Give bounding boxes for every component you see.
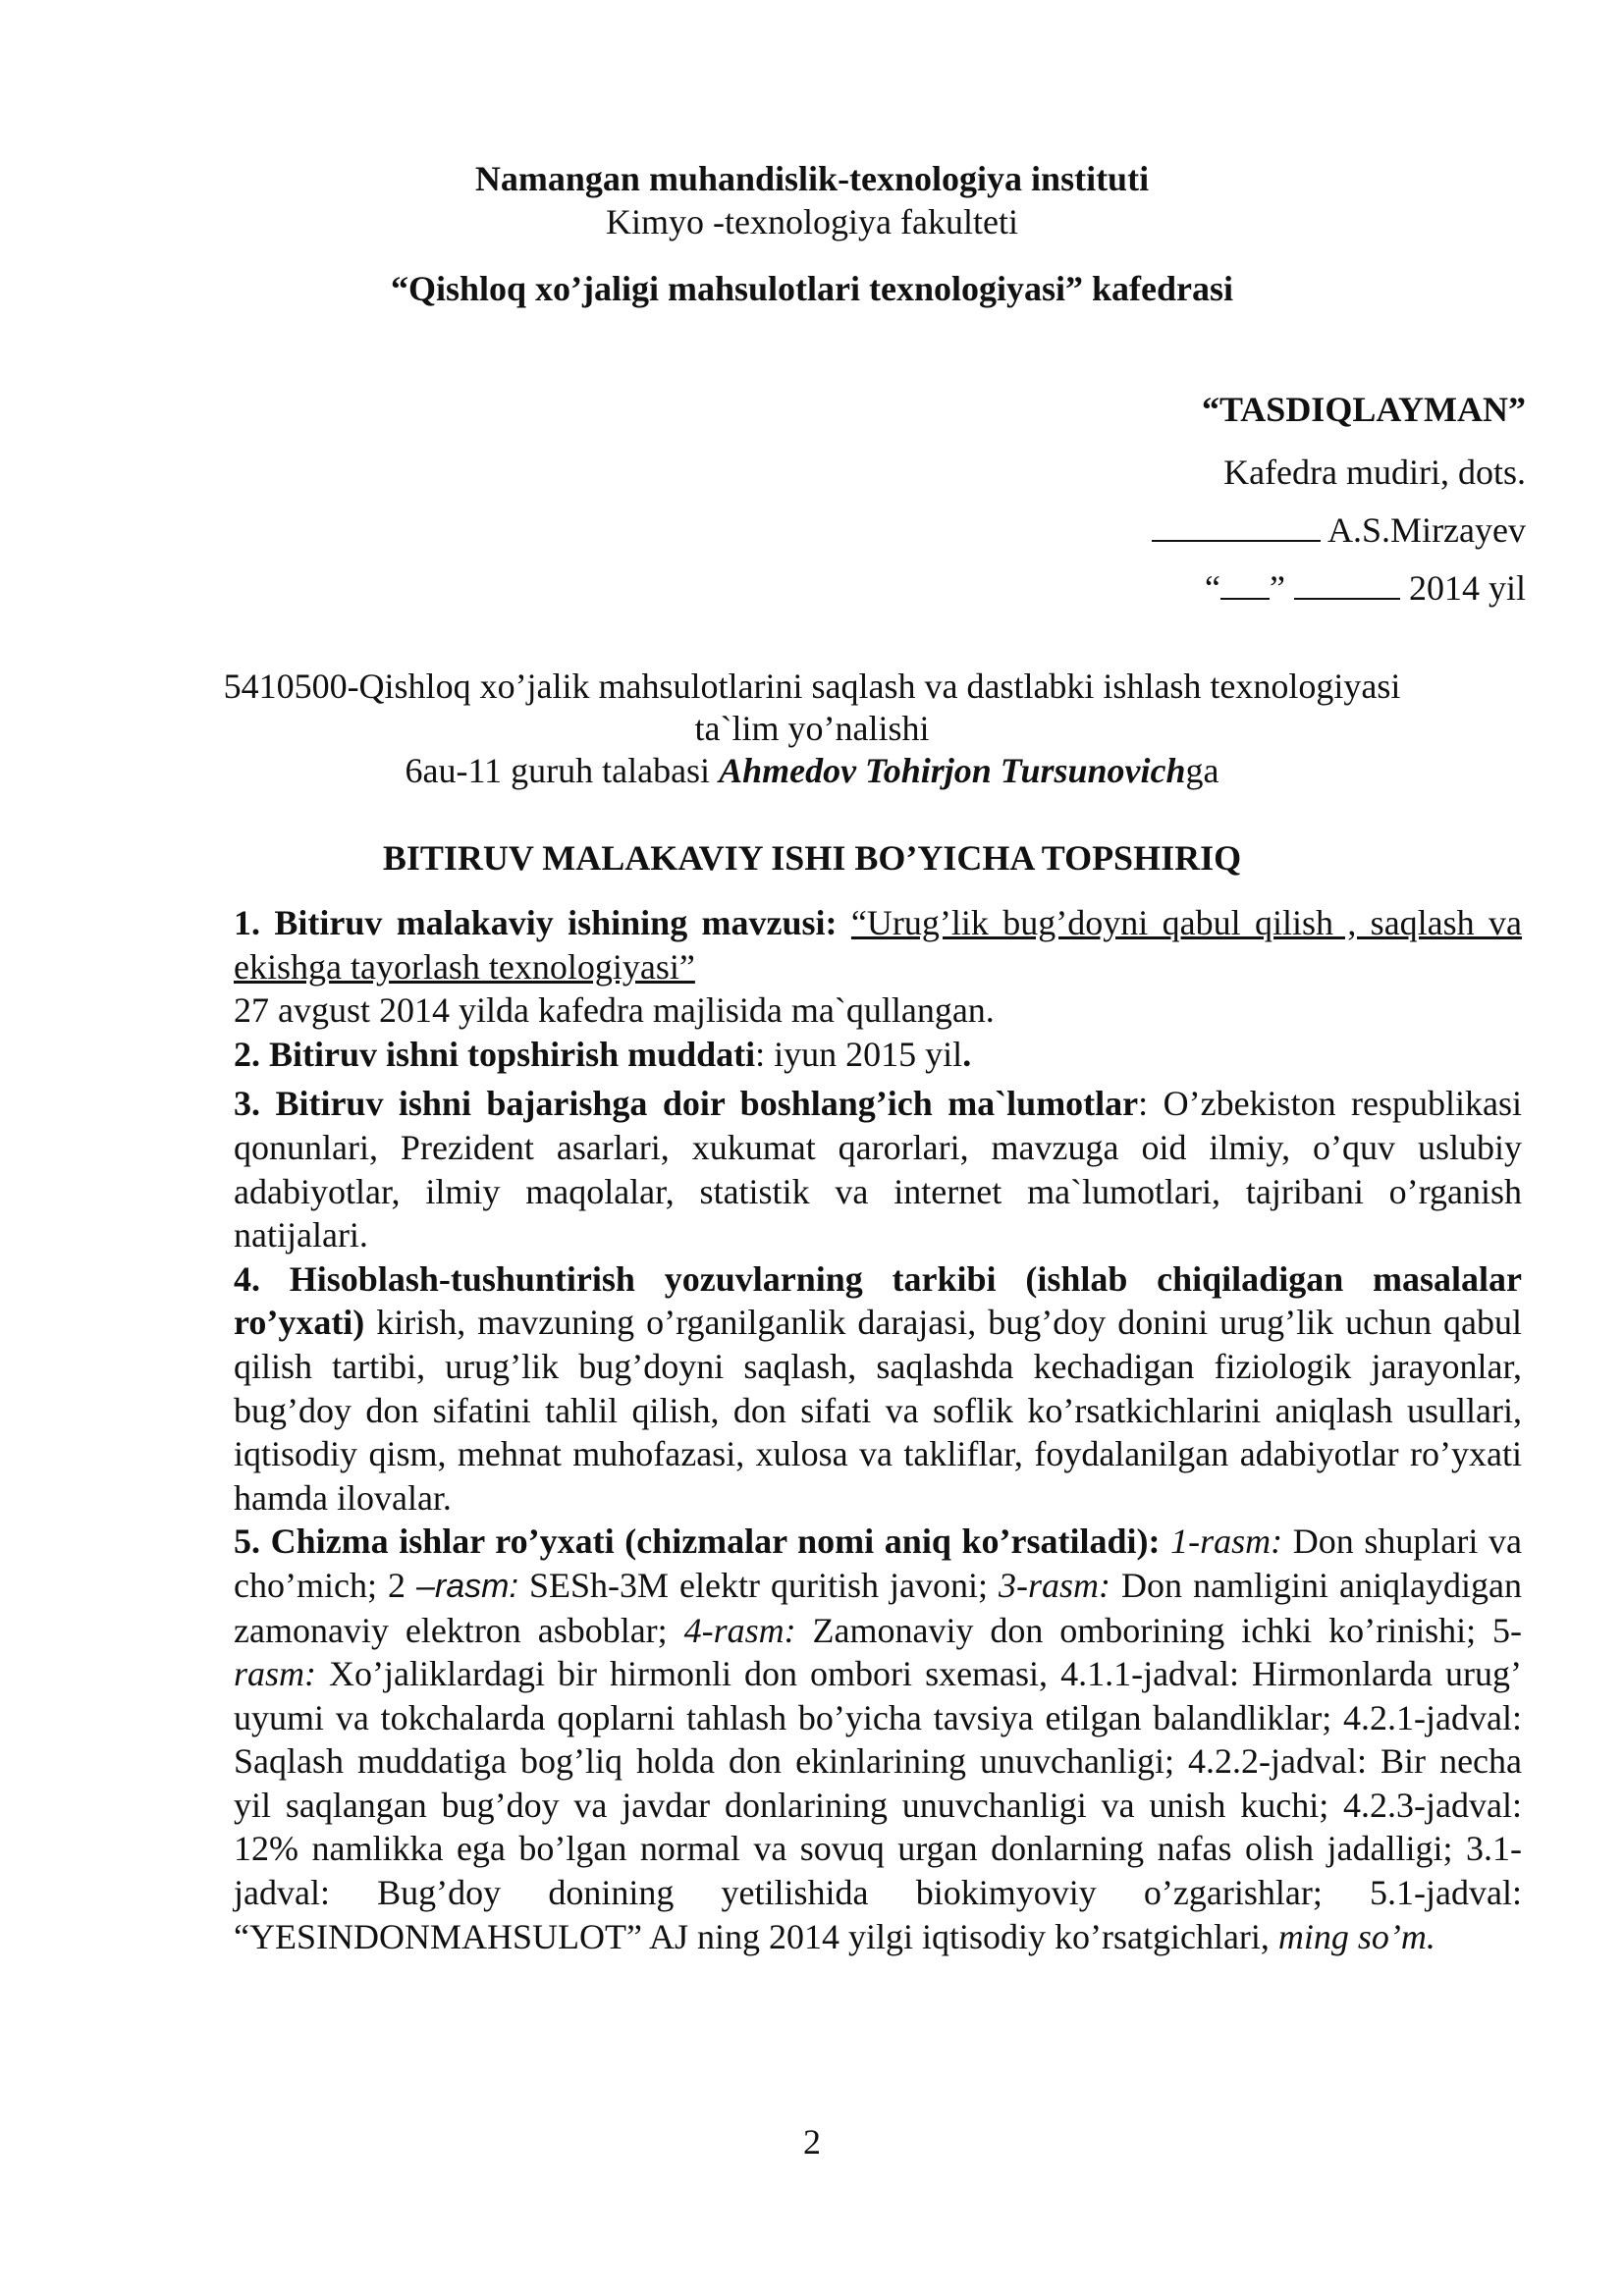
month-blank <box>1294 570 1400 600</box>
student-suffix: ga <box>1185 751 1219 790</box>
item-1-label: 1. Bitiruv malakaviy ishining mavzusi: <box>234 903 838 942</box>
fig-5-label: rasm: <box>234 1654 317 1694</box>
study-direction: 5410500-Qishloq xo’jalik mahsulotlarini saqlash va dastlabki ishlash texnologiyasi <box>223 667 1401 706</box>
unit-text: ming so’m. <box>1277 1916 1435 1956</box>
item-3-value: : O’zbekiston respublikasi qonunlari, Prezident asarlari, xukumat qarorlari, mavzuga oid ilmiy, o’quv uslubiy adabiyotlar, ilmiy maqolalar, statistik va internet ma`lumotlari, tajribani o’rganish natijalari. <box>234 1084 1522 1255</box>
study-direction-cont: ta`lim yo’nalishi <box>694 709 930 748</box>
student-name: Ahmedov Tohirjon Tursunovich <box>719 751 1186 790</box>
fig-2-text: SESh-3M elektr quritish javoni; <box>517 1565 999 1605</box>
page-number: 2 <box>803 2122 821 2162</box>
item-4-label: 4. Hisoblash-tushuntirish yozuvlarning tarkibi (ishlab chiqiladigan masalalar ro’yxati) <box>234 1258 1522 1343</box>
approval-year: 2014 yil <box>1408 568 1526 608</box>
institute-name: Namangan muhandislik-texnologiya instituti <box>474 159 1150 198</box>
approval-position: Kafedra mudiri, dots. <box>1223 453 1526 492</box>
item-5-label: 5. Chizma ishlar ro’yxati (chizmalar nomi aniq ko’rsatiladi): <box>234 1522 1161 1562</box>
item-1 <box>234 901 1522 988</box>
item-2-value: : iyun 2015 yil <box>755 1034 963 1074</box>
student-line <box>0 749 1624 792</box>
approval-signature-line <box>1152 508 1526 552</box>
fig-4-text: Zamonaviy don omborining ichki ko’rinishi; 5- <box>795 1610 1522 1650</box>
date-open-quote: “ <box>1205 568 1220 608</box>
fig-1-label: 1-rasm: <box>1170 1522 1283 1562</box>
item-2 <box>234 1033 1522 1077</box>
fig-4-label: 4-rasm: <box>683 1610 796 1650</box>
faculty-name: Kimyo -texnologiya fakulteti <box>606 202 1018 241</box>
approver-name: A.S.Mirzayev <box>1327 510 1526 550</box>
approval-title: “TASDIQLAYMAN” <box>1201 390 1526 429</box>
item-3-label: 3. Bitiruv ishni bajarishga doir boshlang’ich ma`lumotlar <box>234 1084 1139 1124</box>
item-4 <box>234 1257 1522 1521</box>
signature-blank <box>1152 512 1321 542</box>
fig-2-label: –rasm: <box>416 1567 518 1605</box>
task-title: BITIRUV MALAKAVIY ISHI BO’YICHA TOPSHIRIQ <box>382 838 1242 878</box>
fig-1-text: Don shuplari va cho’mich; 2 <box>234 1522 1522 1605</box>
fig-3-text: Don namligini aniqlaydigan zamonaviy elektron asboblar; <box>234 1565 1522 1650</box>
item-4-value: kirish, mavzuning o’rganilganlik darajasi, bug’doy donini urug’lik uchun qabul qilish tartibi, urug’lik bug’doyni saqlash, saqlashda kechadigan fiziologik jarayonlar, bug’doy don sifatini tahlil qilish, don sifati va soflik ko’rsatkichlarini aniqlash usullari, iqtisodiy qism, mehnat muhofazasi, xulosa va takliflar, foydalanilgan adabiyotlar ro’yxati hamda ilovalar. <box>234 1303 1522 1518</box>
item-1-topic: “Urug’lik bug’doyni qabul qilish , saqlash va ekishga tayorlash texnologiyasi” <box>234 903 1523 987</box>
item-3 <box>234 1082 1522 1256</box>
date-close-quote: ” <box>1270 568 1285 608</box>
fig-5-text: Xo’jaliklardagi bir hirmonli don ombori sxemasi, 4.1.1-jadval: Hirmonlarda urug’ uyumi va tokchalarda qoplarni tahlash bo’yicha tavsiya etilgan balandliklar; 4.2.1-jadval: Saqlash muddatiga bog’liq holda don ekinlarining unuvchanligi; 4.2.2-jadval: Bir necha yil saqlangan bug’doy va javdar donlarining unuvchanligi va unish kuchi; 4.2.3-jadval: 12% namlikka ega bo’lgan normal va sovuq urgan donlarning nafas olish jadalligi; 3.1-jadval: Bug’doy donining yetilishida biokimyoviy o’zgarishlar; 5.1-jadval: “YESINDONMAHSULOT” AJ ning 2014 yilgi iqtisodiy ko’rsatgichlari, <box>234 1654 1522 1956</box>
student-group: 6au-11 guruh talabasi <box>405 751 720 790</box>
fig-3-label: 3-rasm: <box>999 1565 1110 1605</box>
item-2-label: 2. Bitiruv ishni topshirish muddati <box>234 1034 756 1074</box>
item-2-dot: . <box>962 1034 972 1074</box>
day-blank <box>1220 570 1270 600</box>
item-1-approved: 27 avgust 2014 yilda kafedra majlisida ma`qullangan. <box>234 990 995 1031</box>
item-5 <box>234 1520 1522 1958</box>
approval-date-line <box>1205 566 1526 610</box>
task-items <box>234 901 1522 1958</box>
department-name: “Qishloq xo’jaligi mahsulotlari texnologiyasi” kafedrasi <box>390 269 1234 308</box>
